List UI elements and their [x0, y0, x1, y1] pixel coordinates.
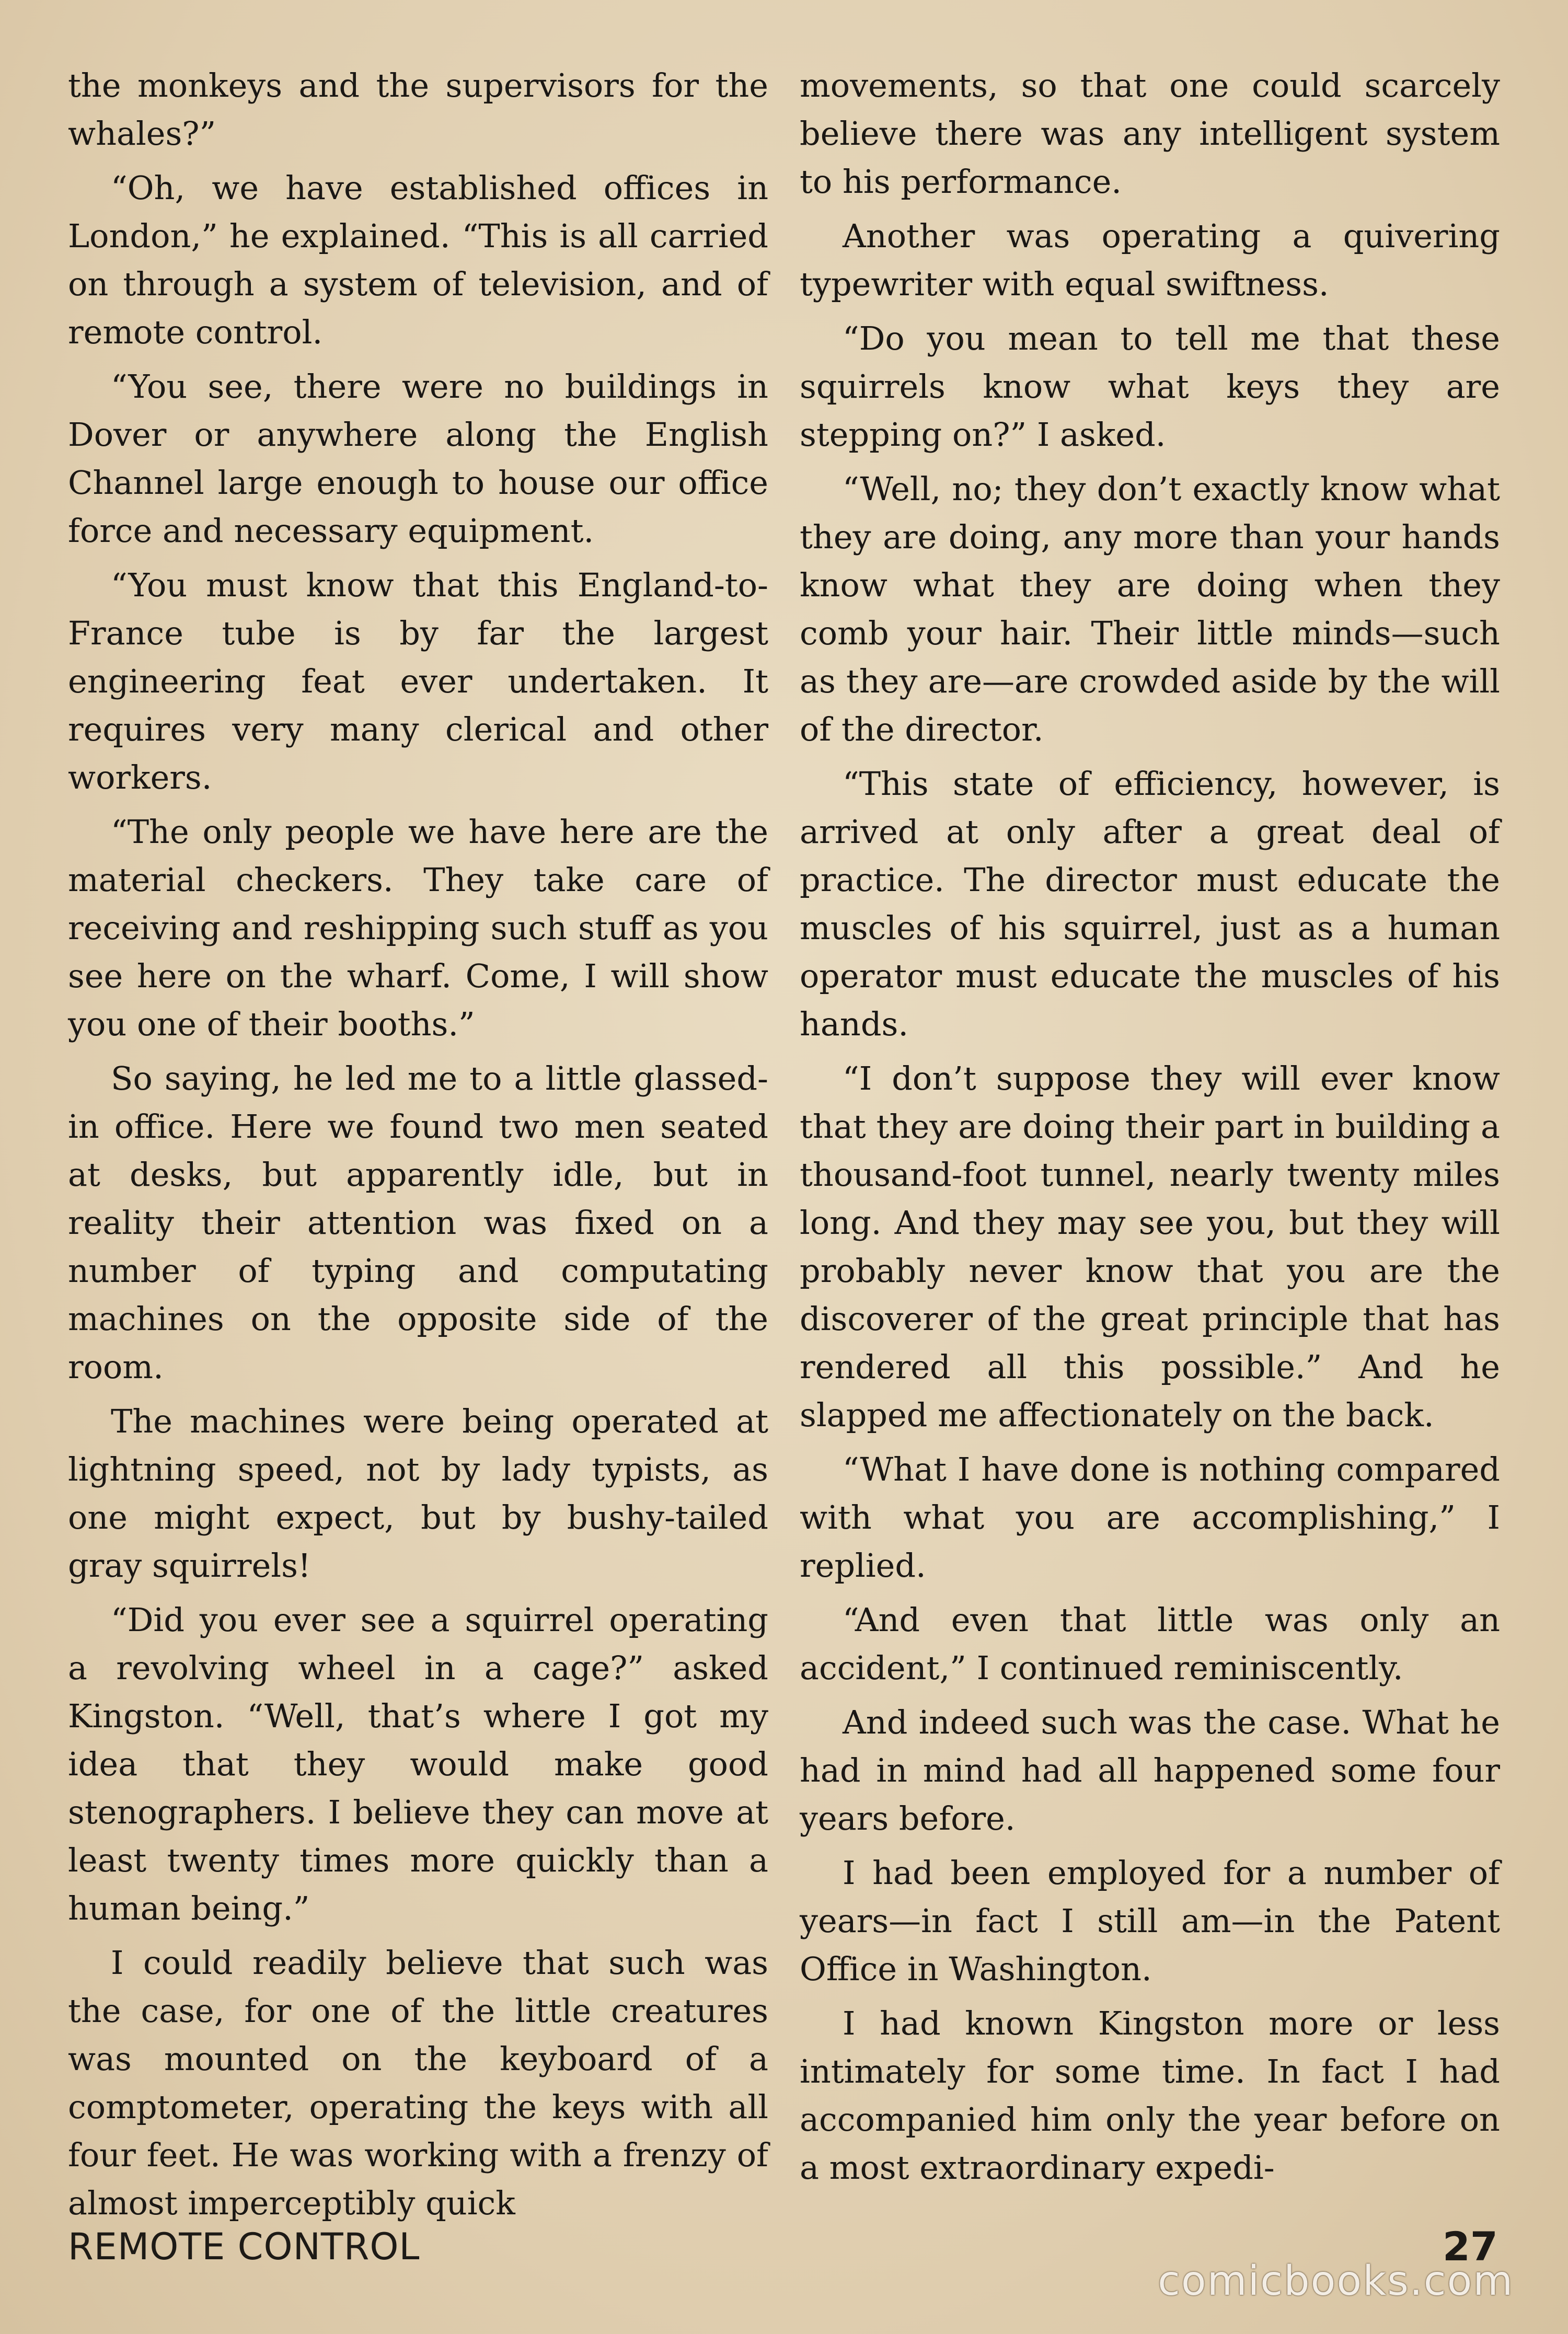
paragraph: the monkeys and the supervisors for the whales?”: [68, 66, 768, 153]
paragraph: “Did you ever see a squirrel operating a revolving wheel in a cage?” asked Kingston. “Well, that’s where I got my idea that they would make good stenographers. I believe they can move at least twenty times more quickly than a human being.”: [68, 1601, 768, 1927]
paragraph: “And even that little was only an accident,” I continued reminiscently.: [800, 1601, 1500, 1687]
paragraph: “Well, no; they don’t exactly know what they are doing, any more than your hands know what they are doing when they comb your hair. Their little minds—such as they are—are crowded aside by the will of the director.: [800, 470, 1500, 748]
paragraph: “You see, there were no buildings in Dover or anywhere along the English Channel large enough to house our office force and necessary equipment.: [68, 367, 768, 550]
paragraph: The machines were being operated at lightning speed, not by lady typists, as one might expect, but by bushy-tailed gray squirrels!: [68, 1402, 768, 1585]
right-text-column: [800, 62, 1500, 2198]
running-footer-title: REMOTE CONTROL: [68, 2225, 420, 2268]
paragraph: “The only people we have here are the material checkers. They take care of receiving and reshipping such stuff as you see here on the wharf. Come, I will show you one of their booths.”: [68, 813, 768, 1043]
paragraph: “This state of efficiency, however, is arrived at only after a great deal of practice. The director must educate the muscles of his squirrel, just as a human operator must educate the muscles of his hands.: [800, 765, 1500, 1043]
paragraph: I could readily believe that such was the case, for one of the little creatures was mounted on the keyboard of a comptometer, operating the keys with all four feet. He was working with a frenzy of almost imperceptibly quick: [68, 1944, 768, 2222]
paragraph: “What I have done is nothing compared with what you are accomplishing,” I replied.: [800, 1450, 1500, 1585]
paragraph: So saying, he led me to a little glassed-in office. Here we found two men seated at desks, but apparently idle, but in reality their attention was fixed on a number of typing and computating machines on the opposite side of the room.: [68, 1059, 768, 1386]
paragraph: I had known Kingston more or less intimately for some time. In fact I had accompanied him only the year before on a most extraordinary expedi-: [800, 2004, 1500, 2187]
paragraph: “I don’t suppose they will ever know that they are doing their part in building a thousand-foot tunnel, nearly twenty miles long. And they may see you, but they will probably never know that you are the discoverer of the great principle that has rendered all this possible.” And he slapped me affectionately on the back.: [800, 1059, 1500, 1434]
page-number: 27: [1443, 2223, 1498, 2270]
left-text-column: [68, 62, 768, 2234]
paragraph: “Oh, we have established offices in London,” he explained. “This is all carried on through a system of television, and of remote control.: [68, 169, 768, 351]
paragraph: Another was operating a quivering typewriter with equal swiftness.: [800, 217, 1500, 303]
paragraph: “Do you mean to tell me that these squirrels know what keys they are stepping on?” I asked.: [800, 319, 1500, 454]
watermark-text: comicbooks.com: [1158, 2258, 1514, 2305]
paragraph: “You must know that this England-to-France tube is by far the largest engineering feat ever undertaken. It requires very many clerical and other workers.: [68, 566, 768, 796]
paragraph: And indeed such was the case. What he had in mind had all happened some four years before.: [800, 1703, 1500, 1838]
paragraph: I had been employed for a number of years—in fact I still am—in the Patent Office in Washington.: [800, 1854, 1500, 1988]
paragraph: movements, so that one could scarcely believe there was any intelligent system to his performance.: [800, 66, 1500, 201]
